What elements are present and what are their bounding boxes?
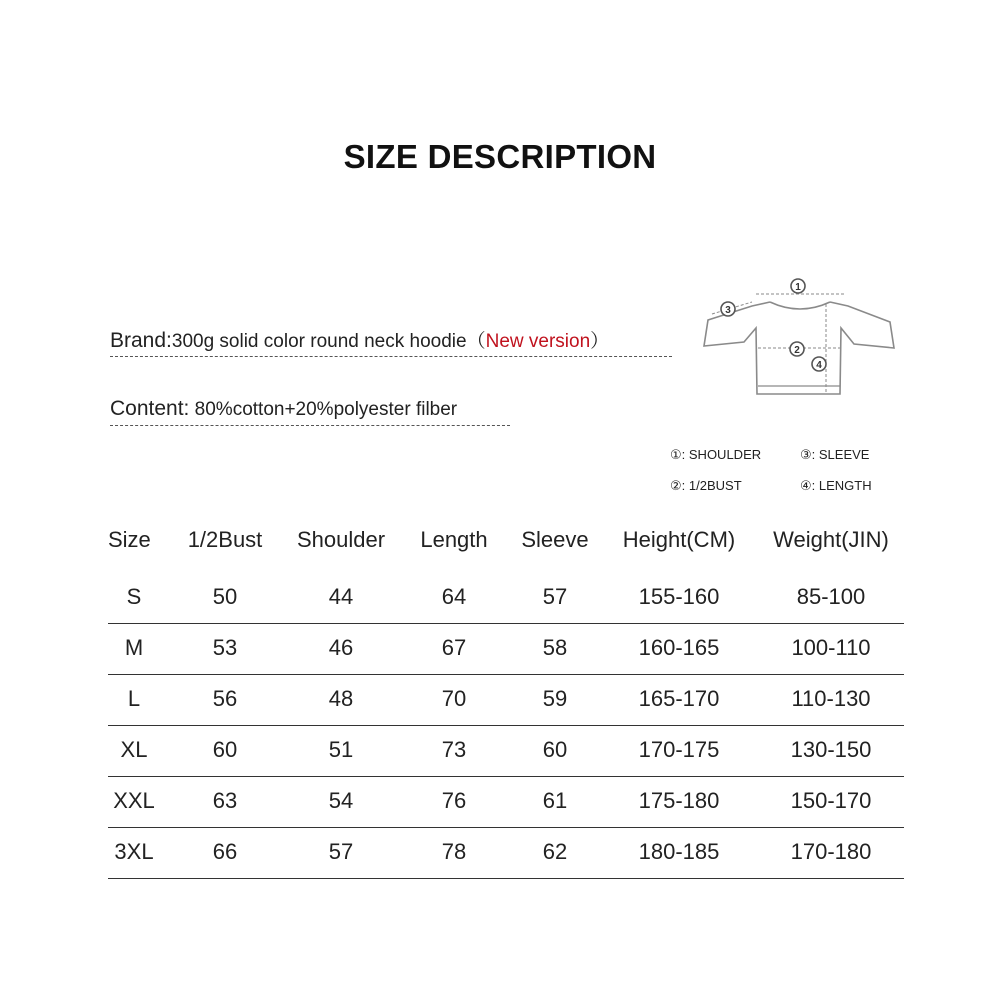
header-shoulder: Shoulder: [296, 527, 386, 552]
cell-weight: 150-170: [790, 788, 872, 813]
cell-shoulder: 51: [328, 737, 354, 762]
legend-label: LENGTH: [818, 478, 872, 493]
content-label: Content:: [110, 397, 190, 420]
cell-half-bust: 53: [212, 635, 238, 660]
legend-label: 1/2BUST: [688, 478, 742, 493]
cell-weight: 170-180: [790, 839, 872, 864]
cell-half-bust: 66: [212, 839, 238, 864]
content-line: [110, 397, 457, 421]
brand-label: Brand:: [110, 329, 172, 352]
header-size: Size: [108, 527, 151, 552]
legend-label: SHOULDER: [688, 447, 762, 462]
cell-size: XL: [120, 737, 148, 762]
cell-half-bust: 63: [212, 788, 238, 813]
cell-shoulder: 46: [328, 635, 354, 660]
legend-bust: ②: 1/2BUST: [670, 478, 742, 493]
cell-weight: 130-150: [790, 737, 872, 762]
cell-length: 78: [441, 839, 467, 864]
legend-marker: ③: [800, 447, 812, 462]
marker-1: 1: [795, 282, 801, 293]
legend-shoulder: ①: SHOULDER: [670, 447, 762, 462]
brand-close: ）: [590, 331, 610, 352]
page-title: SIZE DESCRIPTION: [343, 138, 657, 175]
size-table: [108, 520, 904, 879]
brand-text: 300g solid color round neck hoodie（: [171, 331, 486, 352]
table-row: [108, 624, 904, 675]
cell-shoulder: 57: [328, 839, 354, 864]
cell-weight: 100-110: [791, 635, 871, 660]
size-table-body: [108, 573, 904, 879]
table-row: [108, 573, 904, 624]
cell-shoulder: 54: [328, 788, 354, 813]
table-row: [108, 828, 904, 879]
cell-sleeve: 61: [542, 788, 568, 813]
cell-height: 175-180: [638, 788, 720, 813]
cell-sleeve: 62: [542, 839, 568, 864]
cell-sleeve: 57: [542, 584, 568, 609]
legend-length: ④: LENGTH: [800, 478, 872, 493]
cell-sleeve: 60: [542, 737, 568, 762]
table-row: [108, 726, 904, 777]
header-half-bust: 1/2Bust: [187, 527, 263, 552]
brand-line: [110, 326, 609, 353]
content-divider: [110, 425, 510, 426]
header-height: Height(CM): [622, 527, 736, 552]
cell-height: 170-175: [638, 737, 720, 762]
cell-half-bust: 50: [212, 584, 238, 609]
cell-half-bust: 60: [212, 737, 238, 762]
cell-height: 165-170: [638, 686, 720, 711]
table-row: [108, 777, 904, 828]
cell-length: 67: [441, 635, 467, 660]
brand-divider: [110, 356, 672, 357]
cell-length: 76: [441, 788, 467, 813]
table-row: [108, 675, 904, 726]
cell-shoulder: 48: [328, 686, 354, 711]
cell-sleeve: 59: [542, 686, 568, 711]
cell-height: 155-160: [638, 584, 720, 609]
header-length: Length: [420, 527, 488, 552]
cell-length: 73: [441, 737, 467, 762]
cell-length: 70: [441, 686, 467, 711]
cell-size: M: [124, 635, 144, 660]
legend-marker: ①: [670, 447, 682, 462]
marker-2: 2: [794, 345, 800, 356]
content-text: 80%cotton+20%polyester filber: [189, 399, 458, 420]
cell-size: XXL: [113, 788, 155, 813]
cell-size: L: [127, 686, 141, 711]
cell-length: 64: [441, 584, 467, 609]
cell-shoulder: 44: [328, 584, 354, 609]
marker-3: 3: [725, 305, 731, 316]
cell-height: 180-185: [638, 839, 720, 864]
header-weight: Weight(JIN): [773, 527, 889, 552]
hoodie-neckline: [770, 302, 830, 309]
cell-size: S: [126, 584, 142, 609]
legend-label: SLEEVE: [818, 447, 870, 462]
cell-half-bust: 56: [212, 686, 238, 711]
cell-weight: 85-100: [796, 584, 866, 609]
cell-sleeve: 58: [542, 635, 568, 660]
legend-marker: ④: [800, 478, 812, 493]
marker-4: 4: [816, 360, 822, 371]
cell-height: 160-165: [638, 635, 720, 660]
brand-highlight: New version: [485, 331, 591, 352]
legend-sleeve: ③: SLEEVE: [800, 447, 870, 462]
cell-size: 3XL: [114, 839, 154, 864]
header-sleeve: Sleeve: [521, 527, 589, 552]
cell-weight: 110-130: [791, 686, 871, 711]
legend-marker: ②: [670, 478, 682, 493]
size-table-header: [108, 520, 904, 560]
hoodie-measurement-diagram: [700, 268, 900, 408]
